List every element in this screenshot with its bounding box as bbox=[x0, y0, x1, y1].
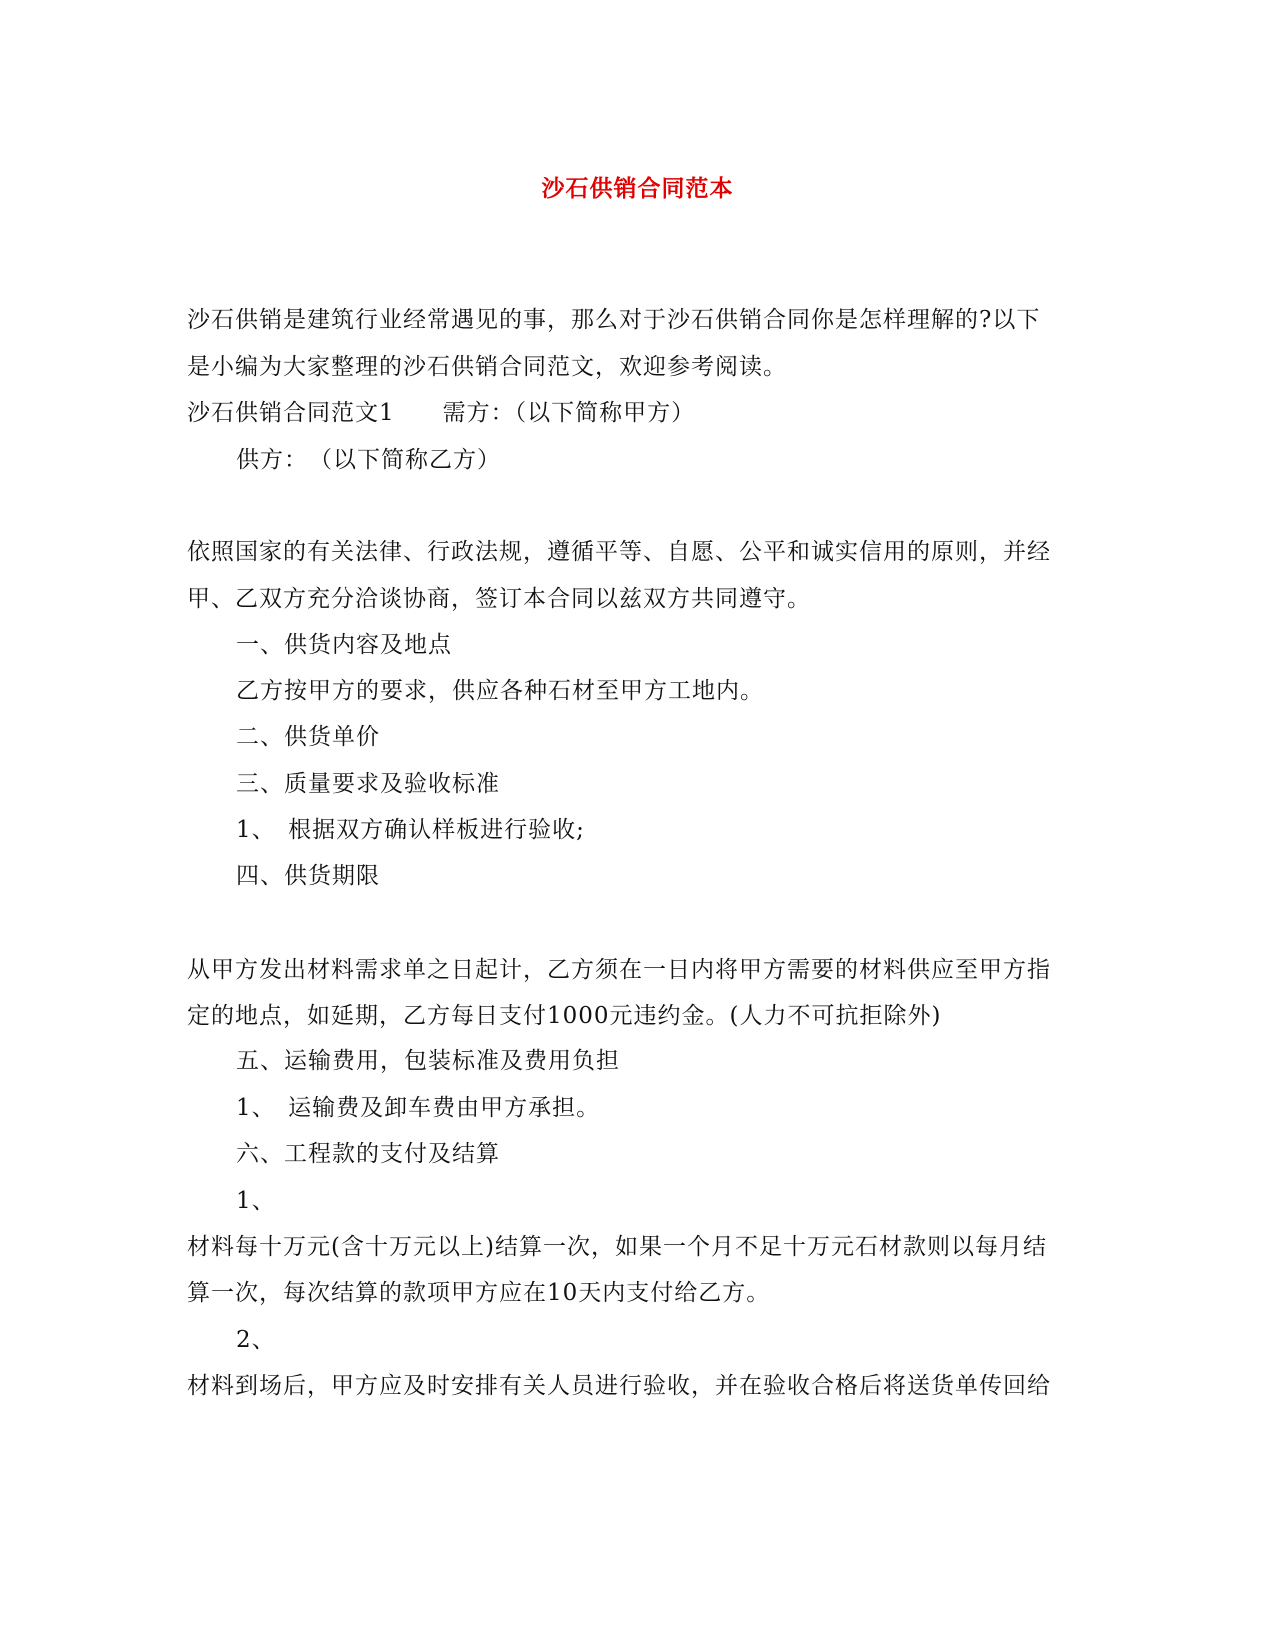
paragraph-line: 是小编为大家整理的沙石供销合同范文，欢迎参考阅读。 bbox=[187, 354, 787, 380]
paragraph-line: 依照国家的有关法律、行政法规，遵循平等、自愿、公平和诚实信用的原则，并经 bbox=[187, 539, 1051, 565]
paragraph-line: 沙石供销是建筑行业经常遇见的事，那么对于沙石供销合同你是怎样理解的?以下 bbox=[187, 307, 1041, 333]
list-item: 1、 根据双方确认样板进行验收; bbox=[236, 817, 585, 843]
paragraph-line: 从甲方发出材料需求单之日起计，乙方须在一日内将甲方需要的材料供应至甲方指 bbox=[187, 957, 1051, 983]
list-item-number: 2、 bbox=[236, 1327, 276, 1353]
paragraph-line: 供方： （以下简称乙方） bbox=[236, 447, 501, 473]
paragraph-line: 定的地点，如延期，乙方每日支付1000元违约金。(人力不可抗拒除外) bbox=[187, 1003, 942, 1029]
paragraph-line: 算一次，每次结算的款项甲方应在10天内支付给乙方。 bbox=[187, 1280, 771, 1306]
section-heading: 五、运输费用，包装标准及费用负担 bbox=[236, 1048, 620, 1074]
list-item-number: 1、 bbox=[236, 1188, 276, 1214]
section-heading: 四、供货期限 bbox=[236, 863, 380, 889]
section-heading: 二、供货单价 bbox=[236, 724, 380, 750]
document-title: 沙石供销合同范本 bbox=[541, 175, 734, 202]
paragraph-line: 甲、乙双方充分洽谈协商，签订本合同以兹双方共同遵守。 bbox=[187, 586, 811, 612]
section-heading: 一、供货内容及地点 bbox=[236, 632, 452, 658]
list-item: 1、 运输费及卸车费由甲方承担。 bbox=[236, 1095, 601, 1121]
section-heading: 六、工程款的支付及结算 bbox=[236, 1141, 500, 1167]
paragraph-line: 沙石供销合同范文1 需方：（以下简称甲方） bbox=[187, 400, 696, 426]
paragraph-line: 乙方按甲方的要求，供应各种石材至甲方工地内。 bbox=[236, 678, 764, 704]
paragraph-line: 材料每十万元(含十万元以上)结算一次，如果一个月不足十万元石材款则以每月结 bbox=[187, 1234, 1047, 1260]
section-heading: 三、质量要求及验收标准 bbox=[236, 771, 500, 797]
paragraph-line: 材料到场后，甲方应及时安排有关人员进行验收，并在验收合格后将送货单传回给 bbox=[187, 1373, 1051, 1399]
